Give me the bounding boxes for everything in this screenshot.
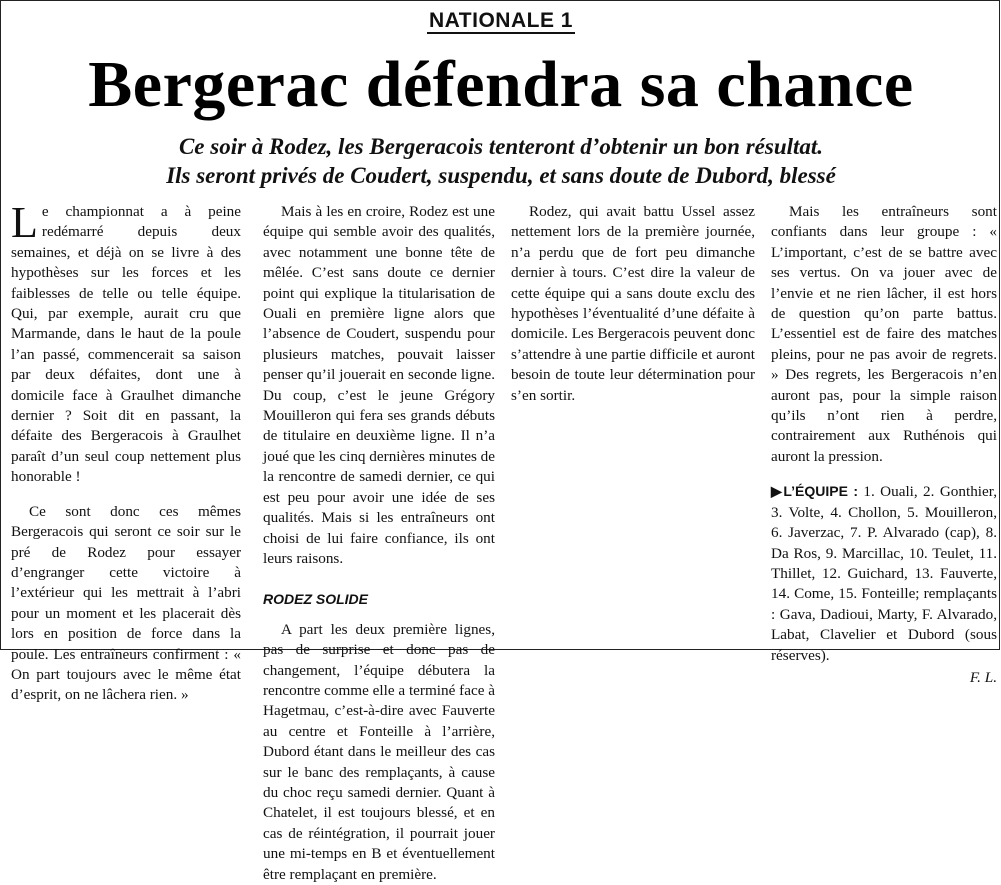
team-list: 1. Ouali, 2. Gonthier, 3. Volte, 4. Chollon, 5. Mouilleron, 6. Javerzac, 7. P. Alvarado (cap), 8. Da Ros, 9. Marcillac, 10. Teulet, 11. Thillet, 12. Guichard, 13. Fauverte, 14. Come, 15. Fonteille; remplaçants : Gava, Dadioui, Marty, F. Alvarado, Labat, Clavelier et Dubord (sous réserves). [771,483,997,664]
team-lineup [771,481,997,666]
headline: Bergerac défendra sa chance [88,48,914,121]
article-body [11,198,997,883]
paragraph-3: Mais à les en croire, Rodez est une équipe qui semble avoir des qualités, avec notamment une bonne tête de mêlée. C’est sans doute ce dernier point qui explique la titularisation de Ouali en première ligne alors que l’absence de Coudert, suspendu pour plusieurs matches, pouvait laisser penser qu’il jouerait en seconde ligne. Du coup, c’est le jeune Grégory Mouilleron qui fera ses grands débuts de titulaire en deuxième ligne. Il n’a joué que les cinq dernières minutes de la rencontre de samedi dernier, ce qui est peu pour avoir une idée de ses qualités. Mais si les entraîneurs ont choisi de lui faire confiance, ils ont leurs raisons. [263,203,495,567]
column-2 [263,202,495,883]
subheading: RODEZ SOLIDE [263,591,369,608]
column-1 [11,198,241,704]
deck-line-1: Ce soir à Rodez, les Bergeracois tenteront d’obtenir un bon résultat. [178,134,824,159]
team-label: ▶L’ÉQUIPE : [771,483,859,500]
section-rubric [1,9,1001,33]
paragraph-1 [11,198,241,488]
paragraph-2: Ce sont donc ces mêmes Bergeracois qui seront ce soir sur le pré de Rodez pour essayer d’engranger cette victoire à l’extérieur qui les mettrait à l’abri pour un moment et les placerait dès lors en position de force dans la poule. Les entraîneurs confirment : « On part toujours avec le même état d’esprit, on ne lâchera rien. » [11,502,241,704]
paragraph-4: A part les deux première lignes, pas de surprise et donc pas de changement, l’équipe débutera la rencontre comme elle a terminé face à Hagetmau, c’est-à-dire avec Fauverte au centre et Fonteille à l’arrière, Dubord étant dans le meilleur des cas sur le banc des remplaçants, à cause du choc reçu samedi dernier. Quant à Chatelet, il est toujours blessé, et en cas de réintégration, il pourrait jouer une mi-temps en B et éventuellement être remplaçant en première. [263,620,495,883]
drop-cap: L [11,198,38,247]
paragraph-1-text: e championnat a à peine redémarré depuis deux semaines, et déjà on se livre à des hypothèses sur les forces et les faiblesses de telle ou telle équipe. Qui, par exemple, aurait cru que Marmande, dans le haut de la poule l’an passé, commencerait sa saison par deux défaites, dont une à domicile face à Graulhet dimanche dernier ? Soit dit en passant, la défaite des Bergeracois à Graulhet paraît d’un seul coup nettement plus honorable ! [11,203,241,486]
column-3 [511,202,755,644]
section-label: NATIONALE 1 [429,9,573,32]
deck [1,132,1001,190]
column-4 [771,202,997,686]
author-signature: F. L. [969,668,997,686]
paragraph-6: Mais les entraîneurs sont confiants dans leur groupe : « L’important, c’est de se battre avec ses vertus. On va jouer avec de l’envie et ne rien lâcher, il est hors de question qu’on parte battus. L’essentiel est de faire des matches pleins, pour ne pas avoir de regrets. » Des regrets, les Bergeracois n’en auront pas, pour la simple raison qu’ils n’ont rien à perdre, contrairement aux Ruthénois qui auront la pression. [771,203,997,465]
paragraph-5: Rodez, qui avait battu Ussel assez nettement lors de la première journée, n’a perdu que de fort peu dimanche dernier à tours. C’est dire la valeur de cette équipe qui a sans doute exclu des hypothèses l’éventualité d’une défaite à domicile. Les Bergeracois peuvent donc s’attendre à une partie difficile et auront besoin de toute leur détermination pour s’en sortir. [511,203,755,404]
deck-line-2: Ils seront privés de Coudert, suspendu, et sans doute de Dubord, blessé [166,163,836,188]
